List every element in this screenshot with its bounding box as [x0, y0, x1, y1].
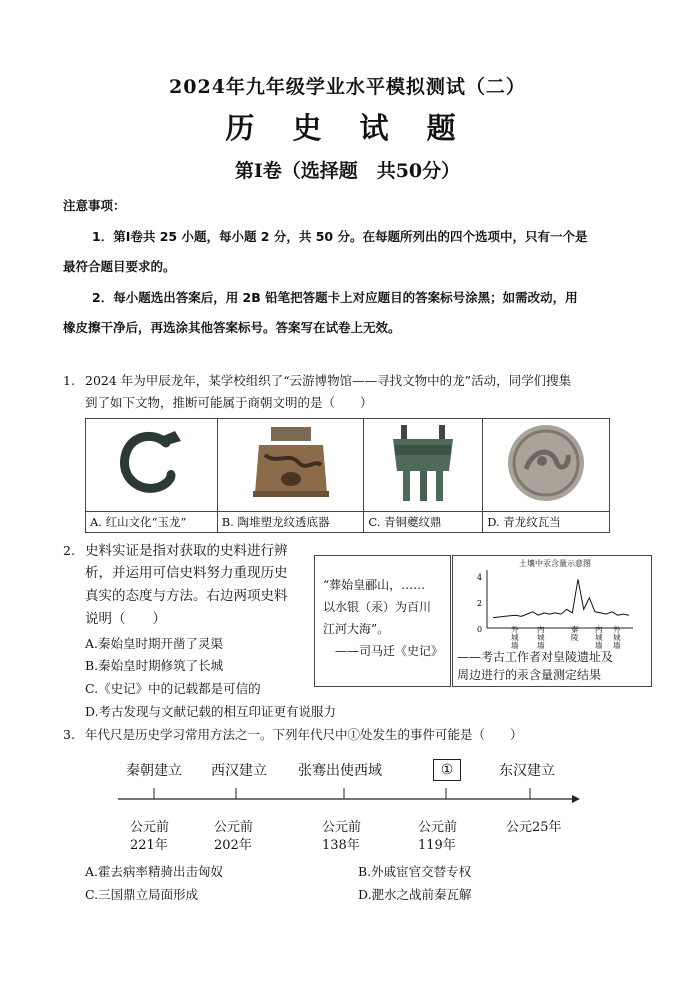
y-tick-2: 2	[477, 599, 483, 608]
q3-number: 3.	[63, 727, 75, 742]
note-1-line-1: 1．第Ⅰ卷共 25 小题，每小题 2 分，共 50 分。在每题所列出的四个选项中，只有一个是	[92, 229, 588, 244]
quote-source: ——司马迁《史记》	[335, 644, 444, 658]
q2-option-c: C.《史记》中的记载都是可信的	[85, 681, 261, 696]
date-25: 公元25年	[506, 820, 562, 835]
date-221-line-2: 221年	[130, 838, 168, 853]
shiji-quote-box	[314, 555, 451, 687]
note-1-line-2: 最符合题目要求的。	[63, 259, 176, 274]
option-c-caption: C. 青铜夔纹鼎	[364, 512, 483, 533]
note-2-line-2: 橡皮擦干净后，再选涂其他答案标号。答案写在试卷上无效。	[63, 320, 401, 335]
q3-option-c: C.三国鼎立局面形成	[85, 887, 199, 902]
dragon-tile-end-image	[483, 419, 610, 512]
bronze-ding-image	[364, 419, 483, 512]
quote-line-1: “葬始皇郦山，……	[323, 578, 426, 592]
notes-heading: 注意事项：	[63, 198, 126, 213]
q1-stem-line-1: 2024 年为甲辰龙年，某学校组织了“云游博物馆——寻找文物中的龙”活动，同学们搜集	[85, 373, 572, 388]
q2-stem-line-1: 史料实证是指对获取的史料进行辨	[85, 543, 288, 559]
exam-title: 2024年九年级学业水平模拟测试（二）	[169, 76, 526, 98]
subject-title: 历 史 试 题	[225, 111, 470, 145]
x-label-outer-wall-left: 外城墙	[511, 625, 519, 650]
x-label-outer-wall-right: 外城墙	[613, 625, 621, 650]
timeline-event-western-han: 西汉建立	[211, 763, 267, 779]
timeline-event-eastern-han: 东汉建立	[499, 763, 555, 779]
y-tick-4: 4	[477, 573, 483, 582]
x-label-inner-wall-left: 内城墙	[537, 625, 545, 650]
date-221-line-1: 公元前	[130, 820, 170, 835]
quote-line-2: 以水银（汞）为百川	[323, 600, 432, 614]
section-title: 第Ⅰ卷（选择题 共50分）	[234, 160, 461, 182]
q3-option-a: A.霍去病率精骑出击匈奴	[85, 864, 224, 879]
q3-option-b: B.外戚宦官交替专权	[358, 864, 472, 879]
q3-stem: 年代尺是历史学习常用方法之一。下列年代尺中①处发生的事件可能是（ ）	[85, 727, 523, 742]
q2-stem-line-2: 析，并运用可信史料努力重现历史	[85, 565, 288, 581]
option-d-caption: D. 青龙纹瓦当	[483, 512, 610, 533]
date-138-line-2: 138年	[322, 838, 360, 853]
date-119-line-1: 公元前	[418, 820, 458, 835]
x-label-inner-wall-right: 内城墙	[595, 625, 603, 650]
timeline-arrow	[572, 795, 580, 803]
chart-caption-line-1: ——考古工作者对皇陵遗址及	[457, 650, 614, 664]
date-202-line-2: 202年	[214, 838, 252, 853]
chart-caption-line-2: 周边进行的汞含量测定结果	[457, 668, 602, 682]
mercury-series-line	[493, 579, 629, 617]
date-138-line-1: 公元前	[322, 820, 362, 835]
mercury-chart-box	[452, 555, 652, 687]
q2-option-b: B.秦始皇时期修筑了长城	[85, 658, 224, 673]
q2-option-a: A.秦始皇时期开凿了灵渠	[85, 636, 224, 651]
q1-stem-line-2: 到了如下文物，推断可能属于商朝文明的是（ ）	[85, 395, 373, 410]
timeline-event-qin: 秦朝建立	[126, 763, 182, 779]
chart-title: 土壤中汞含量示意图	[519, 559, 591, 568]
artifact-table	[85, 418, 610, 533]
option-a-caption: A. 红山文化“玉龙”	[86, 512, 218, 533]
q3-option-d: D.淝水之战前秦瓦解	[358, 887, 472, 902]
y-tick-0: 0	[477, 625, 483, 634]
date-202-line-1: 公元前	[214, 820, 254, 835]
date-119-line-2: 119年	[418, 838, 456, 853]
mercury-chart	[453, 566, 651, 646]
q2-stem-line-3: 真实的态度与方法。右边两项史料	[85, 588, 288, 604]
timeline-event-zhang-qian: 张骞出使西域	[298, 763, 382, 779]
note-2-line-1: 2．每小题选出答案后，用 2B 铅笔把答题卡上对应题目的答案标号涂黑；如需改动，用	[92, 290, 578, 305]
x-label-mausoleum: 秦陵	[571, 625, 579, 642]
option-b-caption: B. 陶堆塑龙纹透底器	[217, 512, 364, 533]
jade-dragon-image	[86, 419, 218, 512]
q2-number: 2.	[63, 543, 75, 558]
timeline-axis	[112, 784, 582, 814]
pottery-vessel-image	[217, 419, 364, 512]
q1-number: 1.	[63, 373, 75, 388]
q2-option-d: D.考古发现与文献记载的相互印证更有说服力	[85, 704, 337, 719]
q2-stem-line-4: 说明（ ）	[85, 611, 166, 627]
timeline-event-blank-1: ①	[433, 759, 461, 781]
quote-line-3: 江河大海”。	[323, 622, 390, 636]
